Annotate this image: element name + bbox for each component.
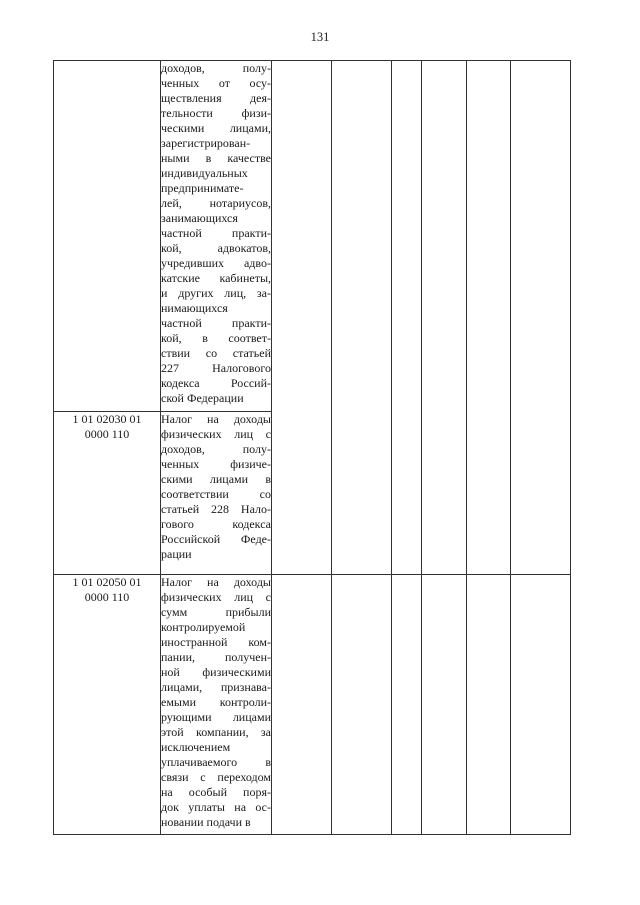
empty-cell bbox=[422, 61, 467, 575]
name-line: физических лиц с bbox=[161, 427, 271, 441]
name-line: ной физическими bbox=[161, 665, 271, 679]
code-line: 1 01 02030 01 bbox=[72, 412, 142, 426]
name-line: доходов, полу- bbox=[161, 442, 271, 456]
name-line: рации bbox=[161, 547, 192, 561]
name-line: рующими лицами bbox=[161, 710, 271, 724]
name-cell bbox=[161, 61, 272, 412]
name-line: статьей 228 Нало- bbox=[161, 502, 271, 516]
name-line: этой компании, за bbox=[161, 725, 271, 739]
name-line: на особый поря- bbox=[161, 785, 271, 799]
name-line: частной практи- bbox=[161, 316, 271, 330]
name-line: гового кодекса bbox=[161, 517, 271, 531]
name-line: 227 Налогового bbox=[161, 361, 271, 375]
empty-cell bbox=[511, 575, 571, 835]
name-line: индивидуальных bbox=[161, 166, 248, 180]
name-line: частной практи- bbox=[161, 226, 271, 240]
name-cell bbox=[161, 412, 272, 575]
code-line: 0000 110 bbox=[84, 590, 130, 604]
empty-cell bbox=[332, 61, 392, 575]
empty-cell bbox=[422, 575, 467, 835]
code-cell bbox=[54, 61, 161, 412]
name-line: Налог на доходы bbox=[161, 575, 271, 589]
empty-cell bbox=[467, 61, 511, 575]
code-line: 1 01 02050 01 bbox=[72, 575, 142, 589]
name-line: ществления дея- bbox=[161, 91, 271, 105]
name-line: сумм прибыли bbox=[161, 605, 271, 619]
name-line: ными в качестве bbox=[161, 151, 271, 165]
name-line: ческими лицами, bbox=[161, 121, 271, 135]
name-line: нимающихся bbox=[161, 301, 228, 315]
name-line: ченных физиче- bbox=[161, 457, 271, 471]
name-line: емыми контроли- bbox=[161, 695, 271, 709]
name-line: скими лицами в bbox=[161, 472, 271, 486]
code-cell bbox=[54, 412, 161, 575]
name-line: катские кабинеты, bbox=[161, 271, 271, 285]
empty-cell bbox=[272, 575, 332, 835]
empty-cell bbox=[272, 61, 332, 575]
name-line: уплачиваемого в bbox=[161, 755, 271, 769]
name-line: кой, адвокатов, bbox=[161, 241, 271, 255]
empty-cell bbox=[332, 575, 392, 835]
name-line: кой, в соответ- bbox=[161, 331, 271, 345]
table-row bbox=[54, 61, 571, 412]
name-line: ченных от осу- bbox=[161, 76, 271, 90]
name-line: иностранной ком- bbox=[161, 635, 271, 649]
name-line: связи с переходом bbox=[161, 770, 271, 784]
page-number: 131 bbox=[310, 30, 330, 44]
name-line: кодекса Россий- bbox=[161, 376, 271, 390]
empty-cell bbox=[392, 575, 422, 835]
name-line: лей, нотариусов, bbox=[161, 196, 271, 210]
name-line: предпринимате- bbox=[161, 181, 244, 195]
name-line: зарегистрирован- bbox=[161, 136, 251, 150]
name-line: тельности физи- bbox=[161, 106, 271, 120]
name-line: пании, получен- bbox=[161, 650, 271, 664]
empty-cell bbox=[392, 61, 422, 575]
name-line: соответствии со bbox=[161, 487, 271, 501]
name-line: контролируемой bbox=[161, 620, 246, 634]
name-line: исключением bbox=[161, 740, 231, 754]
name-line: физических лиц с bbox=[161, 590, 271, 604]
name-line: новании подачи в bbox=[161, 815, 251, 829]
revenue-table bbox=[53, 60, 571, 835]
name-cell bbox=[161, 575, 272, 835]
name-line: Российской Феде- bbox=[161, 532, 271, 546]
name-line: док уплаты на ос- bbox=[161, 800, 271, 814]
name-line: лицами, признава- bbox=[161, 680, 271, 694]
name-line: и других лиц, за- bbox=[161, 286, 271, 300]
name-line: ствии со статьей bbox=[161, 346, 271, 360]
name-line: ской Федерации bbox=[161, 391, 244, 405]
code-line: 0000 110 bbox=[84, 427, 130, 441]
code-cell bbox=[54, 575, 161, 835]
table-row bbox=[54, 575, 571, 835]
name-line: учредивших адво- bbox=[161, 256, 271, 270]
name-line: доходов, полу- bbox=[161, 61, 271, 75]
empty-cell bbox=[511, 61, 571, 575]
empty-cell bbox=[467, 575, 511, 835]
name-line: занимающихся bbox=[161, 211, 238, 225]
name-line: Налог на доходы bbox=[161, 412, 271, 426]
